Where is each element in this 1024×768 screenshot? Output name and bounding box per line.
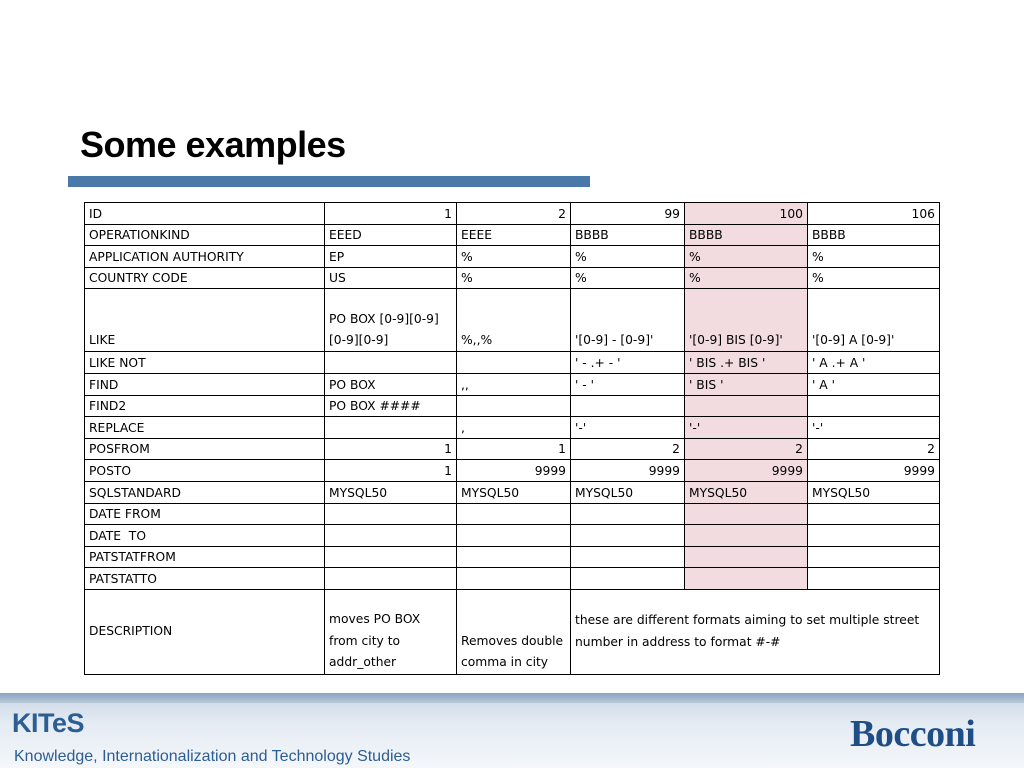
row-label: DATE TO: [85, 525, 325, 547]
table-cell: [325, 503, 457, 525]
kites-logo: KITeS: [12, 708, 85, 738]
table-row-replace: [85, 417, 940, 439]
table-cell: 1: [325, 460, 457, 482]
table-row-patstatfrom: [85, 546, 940, 568]
table-cell: %: [457, 267, 571, 289]
table-cell-highlighted: 100: [685, 203, 808, 225]
table-cell-highlighted: [685, 546, 808, 568]
table-cell: %: [457, 246, 571, 268]
table-cell-highlighted: 2: [685, 438, 808, 460]
table-cell: [325, 568, 457, 590]
table-row-like-not: [85, 352, 940, 374]
table-cell: '-': [808, 417, 940, 439]
table-cell: ' A .+ A ': [808, 352, 940, 374]
table-cell: MYSQL50: [808, 481, 940, 503]
table-cell: [571, 525, 685, 547]
table-cell: [808, 568, 940, 590]
table-cell: 9999: [808, 460, 940, 482]
row-label: APPLICATION AUTHORITY: [85, 246, 325, 268]
table-cell: EP: [325, 246, 457, 268]
table-cell-highlighted: '[0-9] BIS [0-9]': [685, 289, 808, 352]
table-cell: %,,%: [457, 289, 571, 352]
table-cell: 106: [808, 203, 940, 225]
table-cell-highlighted: 9999: [685, 460, 808, 482]
table-cell: ' - ': [571, 373, 685, 395]
table-cell-highlighted: ' BIS .+ BIS ': [685, 352, 808, 374]
table-cell: 9999: [457, 460, 571, 482]
table-cell: [457, 352, 571, 374]
table-cell: [571, 568, 685, 590]
table-cell: EEED: [325, 224, 457, 246]
table-cell: MYSQL50: [571, 481, 685, 503]
table-cell: [571, 395, 685, 417]
table-cell: 1: [325, 203, 457, 225]
row-label: POSTO: [85, 460, 325, 482]
row-label: OPERATIONKIND: [85, 224, 325, 246]
row-label: FIND2: [85, 395, 325, 417]
table-cell: PO BOX: [325, 373, 457, 395]
table-cell: ,,: [457, 373, 571, 395]
table-cell-highlighted: [685, 503, 808, 525]
table-cell: %: [571, 267, 685, 289]
table-cell: '[0-9] - [0-9]': [571, 289, 685, 352]
table-row-posfrom: [85, 438, 940, 460]
table-cell: [457, 568, 571, 590]
table-row-posto: [85, 460, 940, 482]
table-cell: 1: [457, 438, 571, 460]
table-cell: [457, 546, 571, 568]
row-label: COUNTRY CODE: [85, 267, 325, 289]
table-row-date-to: [85, 525, 940, 547]
table-cell: [808, 503, 940, 525]
footer-top-bar: [0, 693, 1024, 703]
table-cell: ' A ': [808, 373, 940, 395]
table-cell: 2: [457, 203, 571, 225]
table-cell-highlighted: [685, 395, 808, 417]
table-row-id: [85, 203, 940, 225]
title-underline-bar: [68, 176, 590, 187]
table-cell-highlighted: '-': [685, 417, 808, 439]
table-row-patstatto: [85, 568, 940, 590]
table-cell: BBBB: [571, 224, 685, 246]
bocconi-logo: Bocconi: [850, 713, 976, 755]
row-label: POSFROM: [85, 438, 325, 460]
table-row-sqlstandard: [85, 481, 940, 503]
table-cell-highlighted: MYSQL50: [685, 481, 808, 503]
table-cell: %: [808, 246, 940, 268]
table-cell: [457, 503, 571, 525]
table-cell: [571, 546, 685, 568]
table-cell: EEEE: [457, 224, 571, 246]
row-label: REPLACE: [85, 417, 325, 439]
table-cell-merged: these are different formats aiming to set multiple street number in address to format #-#: [571, 589, 940, 674]
table-row-like: [85, 289, 940, 352]
kites-subtitle: Knowledge, Internationalization and Technology Studies: [14, 748, 411, 765]
slide-title: Some examples: [80, 124, 346, 165]
table-cell: [325, 546, 457, 568]
table-row-find2: [85, 395, 940, 417]
table-row-operationkind: [85, 224, 940, 246]
table-cell: '-': [571, 417, 685, 439]
table-cell: %: [571, 246, 685, 268]
table-cell-highlighted: BBBB: [685, 224, 808, 246]
row-label: PATSTATTO: [85, 568, 325, 590]
row-label: LIKE: [85, 289, 325, 352]
row-label: DATE FROM: [85, 503, 325, 525]
table-cell: [325, 525, 457, 547]
table-row-find: [85, 373, 940, 395]
table-cell: PO BOX [0-9][0-9][0-9][0-9]: [325, 289, 457, 352]
examples-table: [84, 202, 940, 675]
table-cell: Removes double comma in city: [457, 589, 571, 674]
row-label: DESCRIPTION: [85, 589, 325, 674]
table-cell-highlighted: %: [685, 246, 808, 268]
table-cell: [457, 395, 571, 417]
table-cell: 9999: [571, 460, 685, 482]
table-cell: [325, 417, 457, 439]
table-cell-highlighted: %: [685, 267, 808, 289]
table-cell: [808, 546, 940, 568]
table-cell-highlighted: ' BIS ': [685, 373, 808, 395]
row-label: FIND: [85, 373, 325, 395]
table-cell: moves PO BOX from city to addr_other: [325, 589, 457, 674]
table-cell: '[0-9] A [0-9]': [808, 289, 940, 352]
table-cell: 2: [808, 438, 940, 460]
table-cell: 2: [571, 438, 685, 460]
table-row-date-from: [85, 503, 940, 525]
row-label: ID: [85, 203, 325, 225]
table-cell: 1: [325, 438, 457, 460]
table-cell: [325, 352, 457, 374]
table-cell: [808, 525, 940, 547]
table-cell: ,: [457, 417, 571, 439]
table-row-description: [85, 589, 940, 674]
row-label: SQLSTANDARD: [85, 481, 325, 503]
row-label: PATSTATFROM: [85, 546, 325, 568]
table-cell: 99: [571, 203, 685, 225]
row-label: LIKE NOT: [85, 352, 325, 374]
table-cell: %: [808, 267, 940, 289]
table-cell: BBBB: [808, 224, 940, 246]
table-cell: [808, 395, 940, 417]
table-cell: PO BOX ####: [325, 395, 457, 417]
table-cell: MYSQL50: [325, 481, 457, 503]
table-cell: [571, 503, 685, 525]
table-cell: US: [325, 267, 457, 289]
table-cell: MYSQL50: [457, 481, 571, 503]
table-row-application-authority: [85, 246, 940, 268]
table-cell: [457, 525, 571, 547]
table-cell-highlighted: [685, 568, 808, 590]
table-cell: ' - .+ - ': [571, 352, 685, 374]
table-cell-highlighted: [685, 525, 808, 547]
table-row-country-code: [85, 267, 940, 289]
